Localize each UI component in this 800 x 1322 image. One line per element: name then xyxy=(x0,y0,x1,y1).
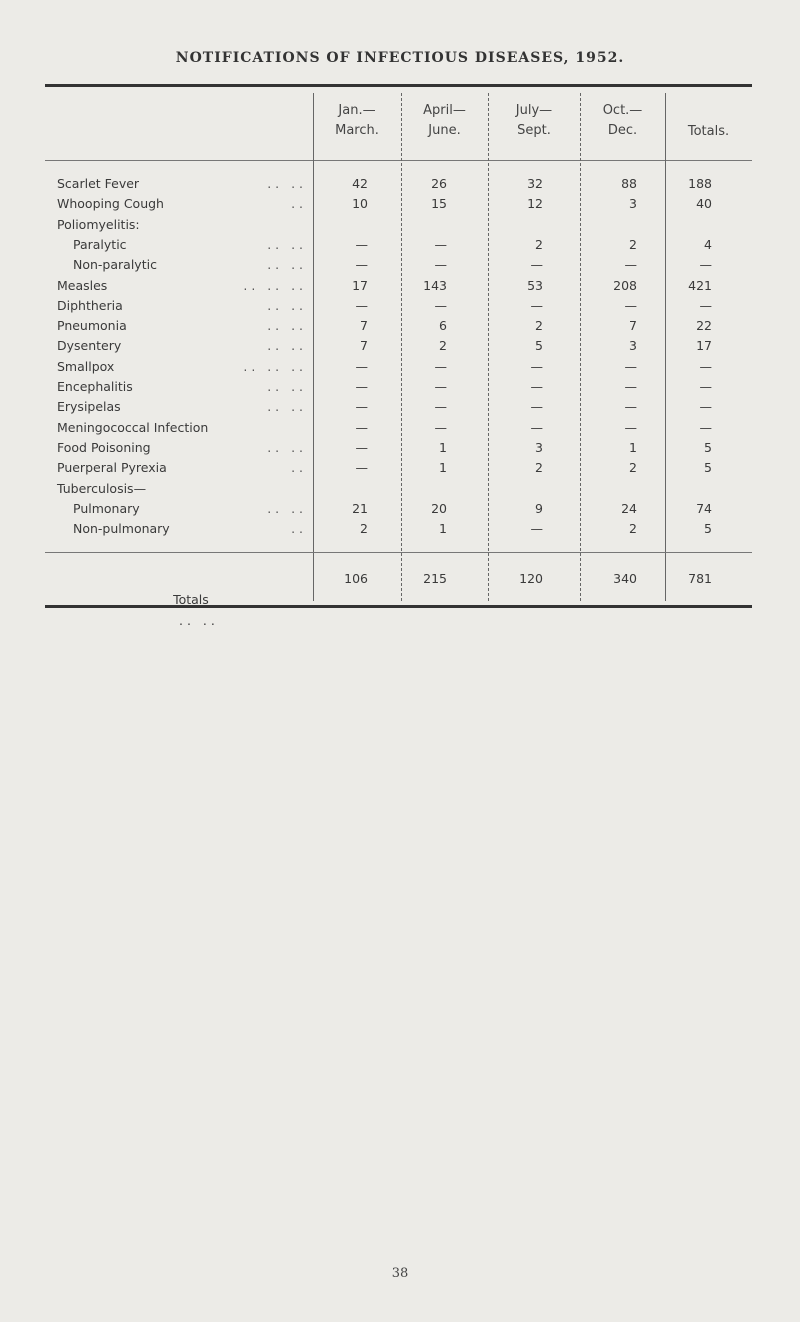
table-cell: 5 xyxy=(704,460,712,476)
table-row xyxy=(45,335,752,356)
totals-cell: 340 xyxy=(613,571,637,586)
table-cell: 53 xyxy=(527,277,543,293)
row-label: Food Poisoning xyxy=(57,439,151,455)
table-row xyxy=(45,356,752,377)
table-cell: 10 xyxy=(352,196,368,212)
table-cell: — xyxy=(434,297,447,313)
column-header-april-june xyxy=(401,101,488,141)
table-cell: — xyxy=(530,379,543,394)
table-cell: — xyxy=(355,419,368,435)
table-cell: 2 xyxy=(629,460,637,476)
table-cell: — xyxy=(530,297,543,313)
table-cell: 15 xyxy=(431,196,447,212)
leader-dots: . . . . . . xyxy=(243,277,303,293)
table-cell: 7 xyxy=(360,318,368,334)
table-cell: 3 xyxy=(629,196,637,212)
table-cell: 26 xyxy=(431,176,447,191)
table-cell: 2 xyxy=(629,236,637,252)
totals-label xyxy=(45,568,313,652)
row-label: Non-paralytic xyxy=(73,257,157,273)
notifications-table xyxy=(45,84,752,628)
column-header-line: June. xyxy=(428,123,461,138)
totals-cell: 215 xyxy=(423,571,447,586)
table-cell: — xyxy=(434,236,447,252)
table-cell: — xyxy=(699,297,712,313)
row-label: Meningococcal Infection xyxy=(57,419,209,435)
leader-dots: . . . . xyxy=(267,338,303,354)
page-number: 38 xyxy=(391,1266,409,1281)
table-cell: 24 xyxy=(621,500,637,516)
table-row xyxy=(45,295,752,316)
table-header xyxy=(45,87,752,161)
leader-dots: . . . . xyxy=(267,176,303,191)
table-cell: 42 xyxy=(352,176,368,191)
table-cell: 7 xyxy=(629,318,637,334)
table-row xyxy=(45,437,752,458)
table-row xyxy=(45,173,752,194)
row-label: Smallpox xyxy=(57,358,115,374)
column-header-line: Sept. xyxy=(517,123,551,138)
table-cell: — xyxy=(434,379,447,394)
leader-dots: . . xyxy=(291,196,303,212)
row-label: Paralytic xyxy=(73,236,127,252)
table-cell: 3 xyxy=(535,439,543,455)
table-cell: 188 xyxy=(688,176,712,191)
column-header-line: March. xyxy=(335,123,379,138)
table-cell: 74 xyxy=(696,500,712,516)
column-header-line: Totals. xyxy=(687,124,730,139)
table-cell: 1 xyxy=(629,439,637,455)
table-cell: 20 xyxy=(431,500,447,516)
table-cell: 5 xyxy=(704,439,712,455)
table-cell: — xyxy=(434,419,447,435)
leader-dots: . . . . xyxy=(267,399,303,415)
totals-cell: 781 xyxy=(688,571,712,586)
table-cell: — xyxy=(624,297,637,313)
table-row xyxy=(45,498,752,519)
leader-dots: . . . . xyxy=(267,379,303,394)
table-row xyxy=(45,376,752,397)
table-cell: 143 xyxy=(423,277,447,293)
table-cell: — xyxy=(530,358,543,374)
column-header-line: April— xyxy=(423,103,466,118)
leader-dots: . . . . xyxy=(267,500,303,516)
table-cell: — xyxy=(355,460,368,476)
table-cell: — xyxy=(434,257,447,273)
row-label: Encephalitis xyxy=(57,379,133,394)
table-row xyxy=(45,457,752,478)
row-label: Scarlet Fever xyxy=(57,176,140,191)
row-label: Poliomyelitis: xyxy=(57,216,140,232)
totals-label-text: Totals xyxy=(173,592,209,607)
table-cell: — xyxy=(530,257,543,273)
leader-dots: . . . . xyxy=(179,613,215,628)
table-cell: — xyxy=(355,358,368,374)
table-cell: 2 xyxy=(360,521,368,537)
table-row xyxy=(45,275,752,296)
table-cell: 1 xyxy=(439,439,447,455)
table-cell: 21 xyxy=(352,500,368,516)
row-label: Pulmonary xyxy=(73,500,140,516)
table-cell: 2 xyxy=(439,338,447,354)
table-cell: — xyxy=(624,358,637,374)
table-cell: — xyxy=(434,358,447,374)
leader-dots: . . xyxy=(291,521,303,537)
leader-dots: . . . . xyxy=(267,257,303,273)
table-cell: — xyxy=(624,399,637,415)
table-title: NOTIFICATIONS OF INFECTIOUS DISEASES, 1952. xyxy=(175,50,625,66)
table-cell: 4 xyxy=(704,236,712,252)
table-cell: 9 xyxy=(535,500,543,516)
table-row xyxy=(45,193,752,214)
totals-cell: 120 xyxy=(519,571,543,586)
column-header-line: July— xyxy=(515,103,553,118)
column-header-oct-dec xyxy=(580,101,665,141)
leader-dots: . . xyxy=(291,460,303,476)
leader-dots: . . . . xyxy=(267,236,303,252)
table-cell: 1 xyxy=(439,521,447,537)
column-header-jan-march xyxy=(313,101,401,141)
row-label: Tuberculosis— xyxy=(57,480,147,496)
table-cell: — xyxy=(355,399,368,415)
totals-cell: 106 xyxy=(344,571,368,586)
leader-dots: . . . . . . xyxy=(243,358,303,374)
row-label: Erysipelas xyxy=(57,399,121,415)
leader-dots: . . . . xyxy=(267,439,303,455)
totals-row xyxy=(45,568,752,628)
table-cell: — xyxy=(699,379,712,394)
table-row xyxy=(45,417,752,438)
table-cell: 17 xyxy=(352,277,368,293)
table-cell: — xyxy=(699,358,712,374)
table-row xyxy=(45,518,752,539)
row-label: Measles xyxy=(57,277,108,293)
table-row xyxy=(45,315,752,336)
table-row xyxy=(45,396,752,417)
leader-dots: . . . . xyxy=(267,297,303,313)
column-header-line: Dec. xyxy=(607,123,638,138)
column-header-line: Jan.— xyxy=(338,103,376,118)
row-label: Pneumonia xyxy=(57,318,127,334)
table-cell: 17 xyxy=(696,338,712,354)
column-header-july-sept xyxy=(488,101,580,141)
table-cell: 5 xyxy=(704,521,712,537)
table-cell: 421 xyxy=(688,277,712,293)
table-cell: — xyxy=(355,439,368,455)
leader-dots: . . . . xyxy=(267,318,303,334)
table-cell: — xyxy=(355,297,368,313)
table-cell: — xyxy=(624,419,637,435)
table-cell: 2 xyxy=(535,236,543,252)
column-header-line: Oct.— xyxy=(602,103,643,118)
row-label: Puerperal Pyrexia xyxy=(57,460,167,476)
table-row xyxy=(45,478,752,499)
table-cell: 208 xyxy=(613,277,637,293)
table-cell: — xyxy=(355,257,368,273)
table-cell: — xyxy=(624,379,637,394)
row-label: Non-pulmonary xyxy=(73,521,170,537)
column-header-totals xyxy=(665,122,752,142)
table-cell: 12 xyxy=(527,196,543,212)
table-cell: 2 xyxy=(629,521,637,537)
table-row xyxy=(45,214,752,235)
table-cell: 1 xyxy=(439,460,447,476)
table-cell: 2 xyxy=(535,318,543,334)
table-cell: 6 xyxy=(439,318,447,334)
table-cell: 22 xyxy=(696,318,712,334)
table-row xyxy=(45,254,752,275)
table-cell: 7 xyxy=(360,338,368,354)
table-cell: — xyxy=(624,257,637,273)
row-label: Dysentery xyxy=(57,338,122,354)
totals-divider xyxy=(45,552,752,553)
row-label: Whooping Cough xyxy=(57,196,164,212)
table-cell: — xyxy=(699,257,712,273)
table-cell: — xyxy=(530,419,543,435)
table-cell: 88 xyxy=(621,176,637,191)
table-cell: 3 xyxy=(629,338,637,354)
table-cell: — xyxy=(530,399,543,415)
table-cell: — xyxy=(355,236,368,252)
table-cell: — xyxy=(699,399,712,415)
table-cell: — xyxy=(699,419,712,435)
table-cell: 40 xyxy=(696,196,712,212)
table-cell: — xyxy=(530,521,543,537)
table-cell: — xyxy=(434,399,447,415)
row-label: Diphtheria xyxy=(57,297,123,313)
table-cell: 5 xyxy=(535,338,543,354)
table-cell: 2 xyxy=(535,460,543,476)
table-cell: 32 xyxy=(527,176,543,191)
table-row xyxy=(45,234,752,255)
table-cell: — xyxy=(355,379,368,394)
